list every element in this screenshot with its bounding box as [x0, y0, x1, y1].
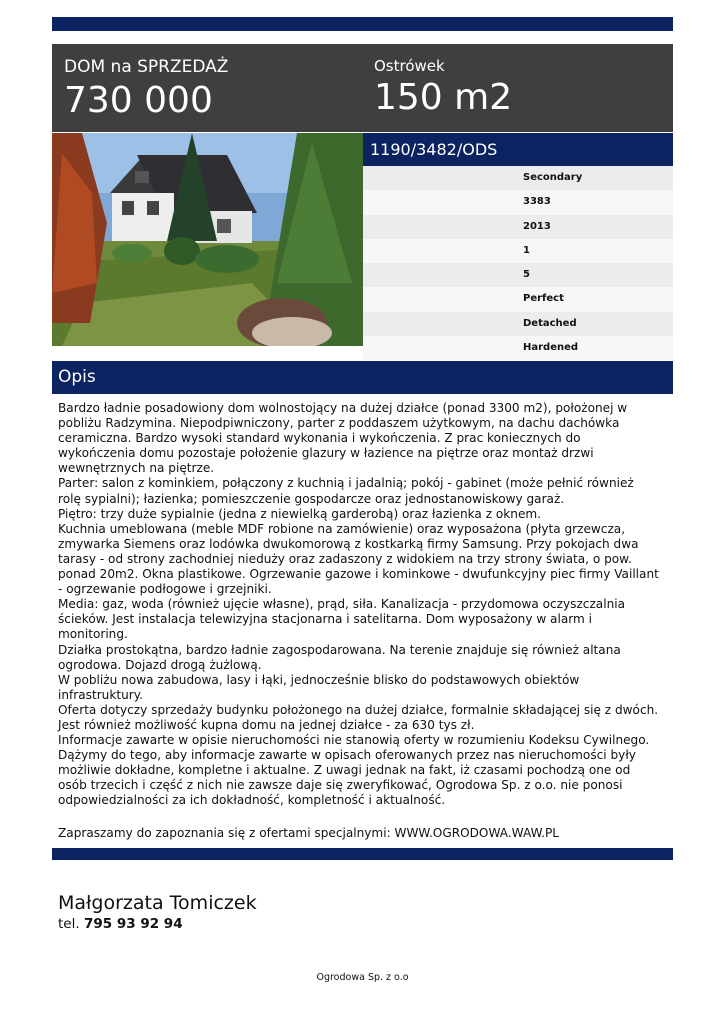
property-value: Perfect [523, 293, 564, 305]
footer-company: Ogrodowa Sp. z o.o [316, 972, 409, 983]
property-row [363, 166, 673, 190]
offer-area: 150 m2 [374, 77, 513, 118]
agent-name: Małgorzata Tomiczek [58, 892, 257, 914]
offer-reference: 1190/3482/ODS [363, 133, 673, 166]
property-row [363, 312, 673, 336]
section-title-description: Opis [52, 361, 673, 394]
property-value: 1 [523, 244, 530, 256]
property-row [363, 263, 673, 287]
description-text: Bardzo ładnie posadowiony dom wolnostojący na dużej działce (ponad 3300 m2), położonej w pobliżu Radzymina. Niepodpiwniczony, parter z poddaszem użytkowym, na dachu dachówka ceramiczna. Bardzo wysoki standard wykonania i wykończenia. Z prac koniecznych do wykończenia domu pozostaje położenie glazury w łazience na piętrze oraz montaż drzwi wewnętrznych na piętrze. Parter: salon z kominkiem, połączony z kuchnią i jadalnią; pokój - gabinet (może pełnić również rolę sypialni); łazienka; pomieszczenie gospodarcze oraz jednostanowiskowy garaż. Piętro: trzy duże sypialnie (jedna z niewielką garderobą) oraz łazienka z oknem. Kuchnia umeblowana (meble MDF robione na zamówienie) oraz wyposażona (płyta grzewcza, zmywarka Siemens oraz lodówka dwukomorową z kostkarką firmy Samsung. Przy pokojach dwa tarasy - od strony zachodniej nieduży oraz zadaszony z widokiem na trzy strony świata, o pow. ponad 20m2. Okna plastikowe. Ogrzewanie gazowe i kominkowe - dwufunkcyjny piec firmy Vaillant - ogrzewanie podłogowe i grzejniki. Media: gaz, woda (również ujęcie własne), prąd, siła. Kanalizacja - przydomowa oczyszczalnia ścieków. Jest instalacja telewizyjna stacjonarna i satelitarna. Dom wyposażony w alarm i monitoring. Działka prostokątna, bardzo ładnie zagospodarowana. Na terenie znajduje się również altana ogrodowa. Dojazd drogą żużlową. W pobliżu nowa zabudowa, lasy i łąki, jednocześnie blisko do podstawowych obiektów infrastruktury. Oferta dotyczy sprzedaży budynku położonego na dużej działce, formalnie składającej się z dwóch. Jest również możliwość kupna domu na jednej działce - za 630 tys zł. Informacje zawarte w opisie nieruchomości nie stanowią oferty w rozumieniu Kodeksu Cywilnego. Dążymy do tego, aby informacje zawarte w opisach oferowanych przez nas nieruchomości były możliwie dokładne, kompletne i aktualne. Z uwagi jednak na fakt, iż czasami pochodzą one od osób trzecich i część z nich nie zawsze daje się zweryfikować, Ogrodowa Sp. z o.o. nie ponosi odpowiedzialności za ich dokładność, kompletność i aktualność. [58, 401, 659, 808]
agent-phone[interactable]: 795 93 92 94 [83, 916, 183, 932]
property-row [363, 215, 673, 239]
special-offers-invite: Zapraszamy do zapoznania się z ofertami specjalnymi: WWW.OGRODOWA.WAW.PL [58, 826, 560, 840]
property-value: 2013 [523, 220, 551, 232]
offer-type-price [64, 56, 228, 123]
property-row [363, 336, 673, 360]
offer-location-area [374, 56, 512, 120]
property-value: Secondary [523, 172, 583, 183]
bottom-accent-bar [52, 848, 673, 860]
property-value: Hardened [523, 342, 579, 354]
offer-type-label: DOM na SPRZEDAŻ [64, 57, 229, 77]
agent-contact [58, 891, 257, 933]
offer-city: Ostrówek [374, 57, 445, 75]
property-row [363, 239, 673, 263]
house-photo [52, 133, 363, 346]
property-value: Detached [523, 317, 577, 329]
offer-price: 730 000 [64, 80, 213, 121]
agent-phone-line [58, 915, 257, 933]
phone-label: tel. [58, 916, 80, 932]
property-row [363, 190, 673, 214]
property-value: 3383 [523, 196, 551, 208]
top-accent-bar [52, 17, 673, 31]
property-value: 5 [523, 269, 530, 281]
property-row [363, 287, 673, 311]
offer-header [52, 44, 673, 132]
property-list [363, 166, 673, 360]
